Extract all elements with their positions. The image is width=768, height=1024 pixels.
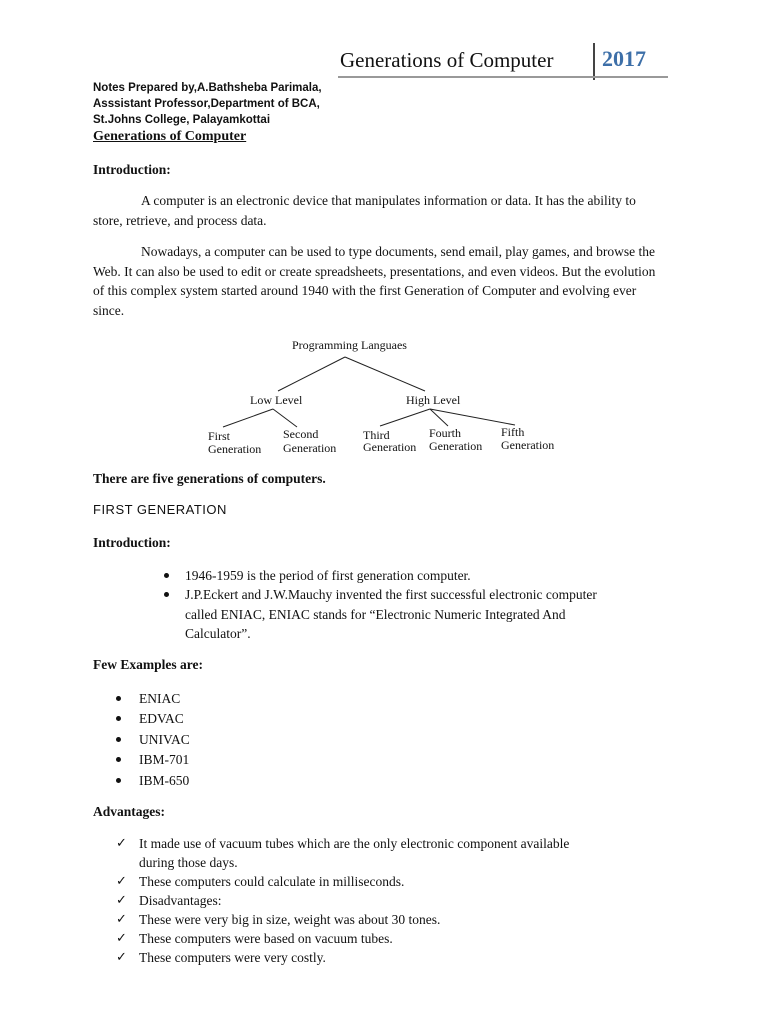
diagram-low-level: Low Level <box>250 393 303 407</box>
bullet-dot <box>116 737 121 742</box>
advantage-item: It made use of vacuum tubes which are the only electronic component available <box>139 836 570 851</box>
intro-paragraph-1: A computer is an electronic device that manipulates information or data. It has the ability to store, retrieve, and process data. <box>93 193 636 228</box>
first-gen-intro-heading: Introduction: <box>93 535 171 550</box>
first-gen-point-2: J.P.Eckert and J.W.Mauchy invented the first successful electronic computer <box>185 587 597 602</box>
first-generation-heading: FIRST GENERATION <box>93 502 227 517</box>
first-gen-point-2-end: Calculator”. <box>185 626 251 641</box>
header-title: Generations of Computer <box>340 48 554 72</box>
advantage-item: These computers could calculate in milliseconds. <box>139 874 405 889</box>
programming-languages-diagram <box>190 330 590 460</box>
disadvantage-item: These computers were based on vacuum tubes. <box>139 931 393 946</box>
diagram-high-level: High Level <box>406 393 461 407</box>
diagram-root: Programming Languaes <box>292 338 407 352</box>
intro-paragraph-2: Nowadays, a computer can be used to type documents, send email, play games, and browse the Web. It can also be used to edit or create spreadsheets, presentations, and even videos. But the evolution of this complex system started around 1940 with the first Generation of Computer and evolving ever since. <box>93 244 656 318</box>
diagram-leaf-first-1: First <box>208 429 231 443</box>
first-gen-point-1: 1946-1959 is the period of first generation computer. <box>185 568 471 583</box>
diagram-leaf-second-1: Second <box>283 427 319 441</box>
diagram-leaf-second-2: Generation <box>283 441 337 455</box>
bullet-dot <box>116 757 121 762</box>
notes-line-2: Asssistant Professor,Department of BCA, <box>93 98 320 110</box>
example-item: EDVAC <box>139 711 184 726</box>
checkmark-icon: ✓ <box>116 873 127 888</box>
example-item: UNIVAC <box>139 732 190 747</box>
diagram-leaf-fourth-1: Fourth <box>429 426 462 440</box>
checkmark-icon: ✓ <box>116 911 127 926</box>
example-item: IBM-701 <box>139 752 190 767</box>
bullet-dot <box>116 696 121 701</box>
first-gen-point-2-cont: called ENIAC, ENIAC stands for “Electronic Numeric Integrated And <box>185 607 566 622</box>
checkmark-icon: ✓ <box>116 835 127 850</box>
checkmark-icon: ✓ <box>116 949 127 964</box>
checkmark-icon: ✓ <box>116 930 127 945</box>
disadvantage-item: These computers were very costly. <box>139 950 326 965</box>
diagram-leaf-fourth-2: Generation <box>429 439 483 453</box>
diagram-leaf-fifth-2: Generation <box>501 438 555 452</box>
header-year: 2017 <box>602 46 646 71</box>
examples-heading: Few Examples are: <box>93 657 203 672</box>
diagram-leaf-third-2: Generation <box>363 440 417 454</box>
bullet-dot <box>116 778 121 783</box>
advantages-heading: Advantages: <box>93 804 166 819</box>
diagram-leaf-fifth-1: Fifth <box>501 425 525 439</box>
header-rule <box>338 76 668 78</box>
intro-heading: Introduction: <box>93 162 171 177</box>
checkmark-icon: ✓ <box>116 892 127 907</box>
bullet-dot <box>164 573 169 578</box>
document-title: Generations of Computer <box>93 129 247 144</box>
header-divider <box>593 43 595 80</box>
disadvantages-label: Disadvantages: <box>139 893 222 908</box>
five-generations-statement: There are five generations of computers. <box>93 471 326 486</box>
advantage-item-cont: during those days. <box>139 855 238 870</box>
example-item: IBM-650 <box>139 773 190 788</box>
bullet-dot <box>116 716 121 721</box>
diagram-leaf-first-2: Generation <box>208 442 262 456</box>
example-item: ENIAC <box>139 691 181 706</box>
diagram-leaf-third-1: Third <box>363 428 390 442</box>
disadvantage-item: These were very big in size, weight was about 30 tones. <box>139 912 441 927</box>
bullet-dot <box>164 592 169 597</box>
notes-line-1: Notes Prepared by,A.Bathsheba Parimala, <box>93 82 322 94</box>
notes-line-3: St.Johns College, Palayamkottai <box>93 114 271 126</box>
